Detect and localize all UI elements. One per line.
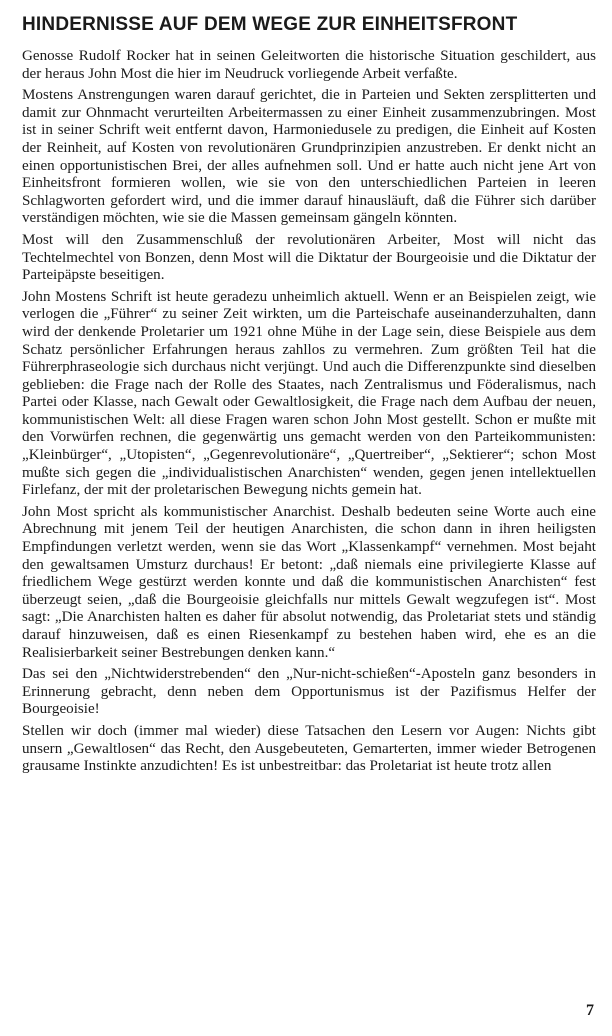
paragraph-7: Stellen wir doch (immer mal wieder) diese Tatsachen den Lesern vor Augen: Nichts gibt unsern „Gewaltlosen“ das Recht, den Ausgebeuteten, Gemarterten, immer wieder Betrogenen grausame Instinkte anzudichten! Es ist unbestreitbar: das Proletariat ist heute trotz allen xyxy=(22,722,596,775)
paragraph-4: John Mostens Schrift ist heute geradezu unheimlich aktuell. Wenn er an Beispielen zeigt, wie verlogen die „Führer“ zu seiner Zeit wirkten, um die Parteischafe auseinanderzuhalten, dann wird der denkende Proletarier um 1921 ohne Mühe in der Lage sein, diese Beispiele aus dem Schatz persönlicher Erfahrungen heraus zahllos zu vermehren. Zum größten Teil hat die Führerphraseologie sich durchaus nicht verjüngt. Und auch die Differenzpunkte sind dieselben geblieben: die Frage nach der Rolle des Staates, nach Zentralismus und Föderalismus, nach Partei oder Klasse, nach Gewalt oder Gewaltlosigkeit, die Frage nach dem Aufbau der neuen, kommunistischen Welt: all diese Fragen waren schon John Most gestellt. Schon er mußte mit den Vorwürfen rechnen, die gegenwärtig uns gemacht werden von den Parteikommunisten: „Kleinbürger“, „Utopisten“, „Gegenrevolutionäre“, „Quertreiber“, „Sektierer“; schon Most mußte sich gegen die „individualistischen Anarchisten“ wenden, gegen jenen intellektuellen Firlefanz, der mit der proletarischen Bewegung nichts gemein hat. xyxy=(22,288,596,499)
paragraph-6: Das sei den „Nichtwiderstrebenden“ den „Nur-nicht-schießen“-Aposteln ganz besonders in Erinnerung gebracht, denn neben dem Opportunismus ist der Pazifismus Helfer der Bourgeoisie! xyxy=(22,666,596,718)
paragraph-2: Mostens Anstrengungen waren darauf gerichtet, die in Parteien und Sekten zersplitterten und damit zur Ohnmacht verurteilten Arbeitermassen zu einer Einheit zusammenzubringen. Most ist in seiner Schrift weit entfernt davon, Harmoniedusele zu predigen, die Einheit auf Kosten der Reinheit, auf Kosten von revolutionären Grundprinzipien anzustreben. Er denkt nicht an einen opportunistischen Brei, der alles aufnehmen soll. Und er hatte auch nicht jene Art von Einheitsfront formieren wollen, wie sie von den unterschiedlichen Parteien in leeren Schlagworten gefordert wird, und die immer darauf hinausläuft, daß die Führer sich darüber verständigen möchten, wie sie die Massen gemeinsam gängeln könnten. xyxy=(22,87,596,227)
page-title: HINDERNISSE AUF DEM WEGE ZUR EINHEITSFRONT xyxy=(22,14,518,35)
paragraph-1: Genosse Rudolf Rocker hat in seinen Geleitworten die historische Situation geschildert, aus der heraus John Most die hier im Neudruck vorliegende Arbeit verfaßte. xyxy=(22,48,596,82)
page-number: 7 xyxy=(586,1002,594,1019)
paragraph-5: John Most spricht als kommunistischer Anarchist. Deshalb bedeuten seine Worte auch eine Abrechnung mit jenem Teil der heutigen Anarchisten, die schon dann in ihren heiligsten Empfindungen verletzt werden, wenn sie das Wort „Klassenkampf“ vernehmen. Most bejaht den gewaltsamen Umsturz durchaus! Er betont: „daß niemals eine privilegierte Klasse auf friedlichem Wege gestürzt werden konnte und daß die kommunistischen Anarchisten“ fest überzeugt seien, „daß die Bourgeoisie gleichfalls nur mittels Gewalt wegzufegen ist“. Most sagt: „Die Anarchisten halten es daher für absolut notwendig, das Proletariat stets und ständig darauf hinzuweisen, daß es einen Riesenkampf zu bestehen haben wird, ehe es an die Realisierbarkeit seiner Bestrebungen denken kann.“ xyxy=(22,503,596,661)
paragraph-3: Most will den Zusammenschluß der revolutionären Arbeiter, Most will nicht das Techtelmechtel von Bonzen, denn Most will die Diktatur der Bourgeoisie und die Diktatur der Parteipäpste beseitigen. xyxy=(22,231,596,284)
document-page xyxy=(22,14,596,780)
